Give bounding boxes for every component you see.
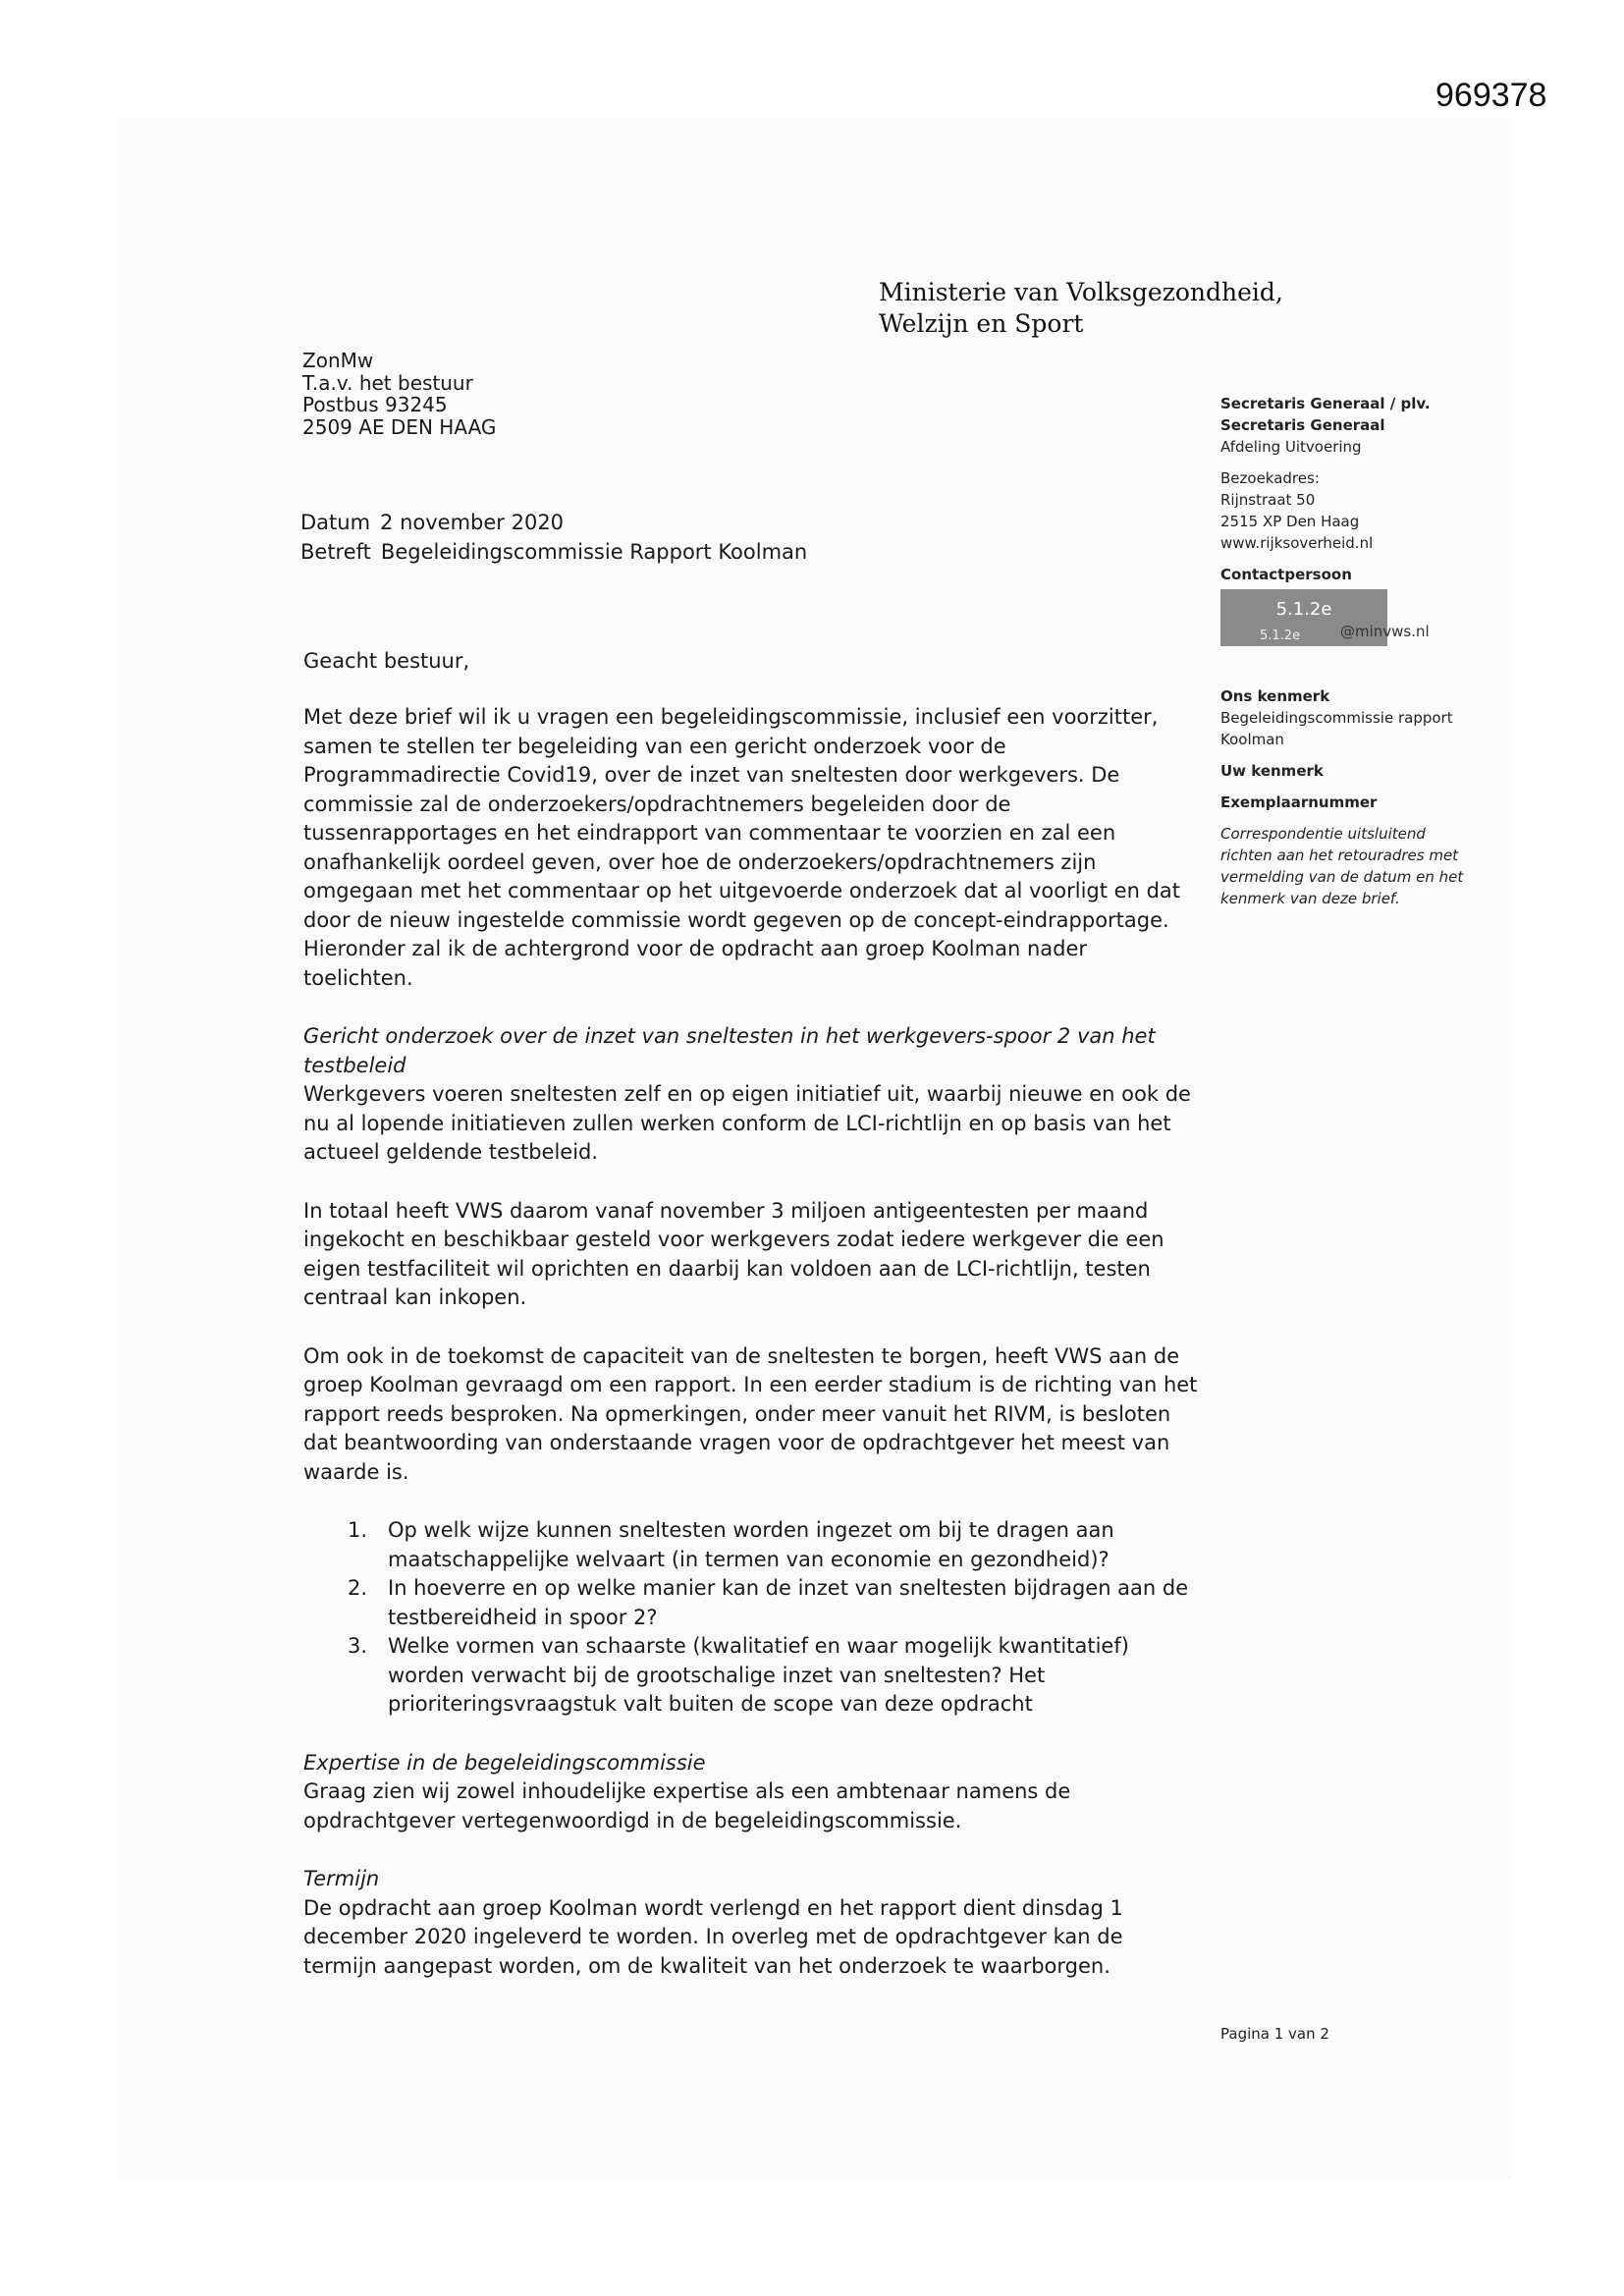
our-reference-value: Begeleidingscommissie rapport Koolman — [1220, 709, 1453, 748]
list-number: 1. — [348, 1518, 368, 1542]
list-item — [303, 1516, 1202, 1574]
list-text: Op welk wijze kunnen sneltesten worden ingezet om bij te dragen aan maatschappelijke welvaart (in termen van economie en gezondheid)? — [388, 1518, 1114, 1571]
our-reference-label: Ons kenmerk — [1220, 687, 1330, 705]
your-reference-label: Uw kenmerk — [1220, 762, 1324, 780]
address-line: Postbus 93245 — [302, 393, 448, 416]
ministry-line: Ministerie van Volksgezondheid, — [879, 278, 1283, 306]
address-line: ZonMw — [302, 349, 374, 372]
question-list — [303, 1516, 1202, 1720]
section-heading: Gericht onderzoek over de inzet van sneltesten in het werkgevers-spoor 2 van het testbeleid — [303, 1024, 1156, 1077]
date-row — [300, 508, 807, 537]
contact-label: Contactpersoon — [1220, 566, 1352, 583]
redaction-code-small: 5.1.2e — [1260, 629, 1301, 643]
list-number: 3. — [348, 1634, 368, 1658]
page-number: Pagina 1 van 2 — [1220, 2025, 1329, 2043]
document-id: 969378 — [1435, 77, 1547, 114]
copy-number-label: Exemplaarnummer — [1220, 793, 1378, 811]
list-item — [303, 1632, 1202, 1720]
ministry-logo-text — [879, 277, 1283, 340]
list-number: 2. — [348, 1576, 368, 1600]
street: Rijnstraat 50 — [1220, 491, 1316, 509]
city: 2515 XP Den Haag — [1220, 513, 1360, 530]
department-unit: Afdeling Uitvoering — [1220, 438, 1362, 456]
paragraph: Graag zien wij zowel inhoudelijke expertise als een ambtenaar namens de opdrachtgever vertegenwoordigd in de begeleidingscommissie. — [303, 1779, 1071, 1832]
salutation: Geacht bestuur, — [303, 649, 470, 673]
letter-body — [303, 703, 1202, 1981]
subject-row — [300, 537, 807, 567]
paragraph: Om ook in de toekomst de capaciteit van de sneltesten te borgen, heeft VWS aan de groep Koolman gevraagd om een rapport. In een eerder stadium is de richting van het rapport reeds besproken. Na opmerkingen, onder meer vanuit het RIVM, is besloten dat beantwoording van onderstaande vragen voor de opdrachtgever het meest van waarde is. — [303, 1343, 1198, 1484]
list-item — [303, 1574, 1202, 1632]
department-line: Secretaris Generaal / plv. — [1220, 395, 1431, 412]
date-value: 2 november 2020 — [380, 511, 565, 534]
sidebar-info — [1220, 393, 1476, 909]
address-line: T.a.v. het bestuur — [302, 370, 473, 395]
list-text: Welke vormen van schaarste (kwalitatief en waar mogelijk kwantitatief) worden verwacht bij de grootschalige inzet van sneltesten? Het prioriteringsvraagstuk valt buiten de scope van deze opdracht — [388, 1634, 1129, 1716]
ministry-line: Welzijn en Sport — [879, 309, 1084, 338]
correspondence-note: Correspondentie uitsluitend richten aan het retouradres met vermelding van de datum en het kenmerk van deze brief. — [1220, 825, 1464, 907]
redaction-code: 5.1.2e — [1275, 599, 1332, 620]
section-heading: Expertise in de begeleidingscommissie — [303, 1750, 706, 1775]
paragraph: Werkgevers voeren sneltesten zelf en op eigen initiatief uit, waarbij nieuwe en ook de nu al lopende initiatieven zullen werken conform de LCI-richtlijn en op basis van het actueel geldende testbeleid. — [303, 1082, 1191, 1164]
department-line: Secretaris Generaal — [1220, 416, 1385, 434]
intro-paragraph: Met deze brief wil ik u vragen een begeleidingscommissie, inclusief een voorzitter, samen te stellen ter begeleiding van een gericht onderzoek voor de Programmadirectie Covid19, over de inzet van sneltesten door werkgevers. De commissie zal de onderzoekers/opdrachtnemers begeleiden door de tussenrapportages en het eindrapport van commentaar te voorzien en zal een onafhankelijk oordeel geven, over hoe de onderzoekers/opdrachtnemers zijn omgegaan met het commentaar op het uitgevoerde onderzoek dat al voorligt en dat door de nieuw ingestelde commissie wordt gegeven op de concept-eindrapportage. Hieronder zal ik de achtergrond voor de opdracht aan groep Koolman nader toelichten. — [303, 705, 1181, 990]
subject-value: Begeleidingscommissie Rapport Koolman — [380, 540, 808, 564]
address-line: 2509 AE DEN HAAG — [302, 414, 497, 439]
website: www.rijksoverheid.nl — [1220, 534, 1374, 552]
subject-label: Betreft — [300, 540, 371, 564]
section-heading: Termijn — [303, 1867, 380, 1890]
date-label: Datum — [300, 511, 371, 534]
letter-meta — [300, 508, 807, 567]
recipient-address — [302, 350, 496, 438]
list-text: In hoeverre en op welke manier kan de inzet van sneltesten bijdragen aan de testbereidheid in spoor 2? — [388, 1576, 1189, 1629]
visit-address-label: Bezoekadres: — [1220, 469, 1320, 487]
paragraph: De opdracht aan groep Koolman wordt verlengd en het rapport dient dinsdag 1 december 2020 ingeleverd te worden. In overleg met de opdrachtgever kan de termijn aangepast worden, om de kwaliteit van het onderzoek te waarborgen. — [303, 1895, 1123, 1978]
paragraph: In totaal heeft VWS daarom vanaf november 3 miljoen antigeentesten per maand ingekocht en beschikbaar gesteld voor werkgevers zodat iedere werkgever die een eigen testfaciliteit wil oprichten en daarbij kan voldoen aan de LCI-richtlijn, testen centraal kan inkopen. — [303, 1198, 1164, 1309]
email-suffix: @minvws.nl — [1340, 623, 1430, 640]
